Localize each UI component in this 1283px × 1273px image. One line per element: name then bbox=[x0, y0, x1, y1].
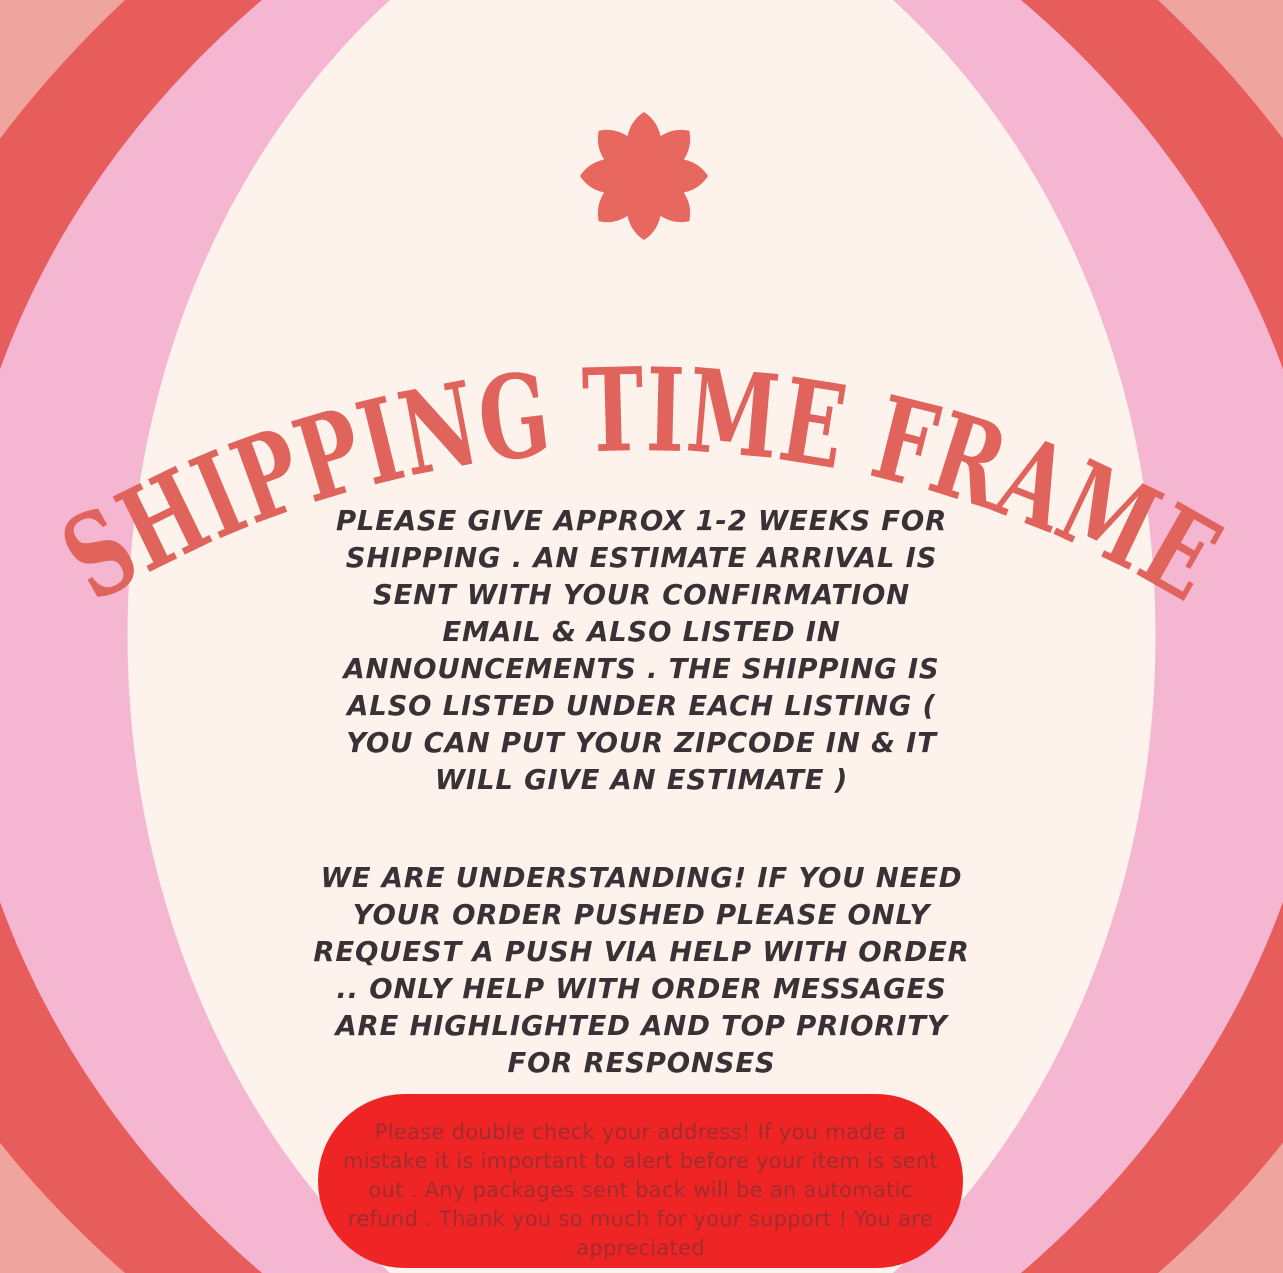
warning-line: appreciated bbox=[576, 1236, 705, 1260]
body-line: EMAIL & ALSO LISTED IN bbox=[442, 616, 841, 648]
body-line: ALSO LISTED UNDER EACH LISTING ( bbox=[347, 690, 936, 722]
body-line: REQUEST A PUSH VIA HELP WITH ORDER bbox=[313, 936, 970, 968]
body-line: SENT WITH YOUR CONFIRMATION bbox=[372, 579, 910, 611]
warning-line: out . Any packages sent back will be an automatic bbox=[368, 1178, 913, 1202]
eight-petal-daisy-icon bbox=[580, 112, 708, 240]
body-line: FOR RESPONSES bbox=[507, 1047, 776, 1079]
body-line: SHIPPING . AN ESTIMATE ARRIVAL IS bbox=[345, 542, 938, 574]
warning-line: refund . Thank you so much for your support ! You are bbox=[347, 1207, 934, 1231]
body-line: ARE HIGHLIGHTED AND TOP PRIORITY bbox=[335, 1010, 948, 1042]
warning-line: Please double check your address! If you made a bbox=[374, 1120, 907, 1144]
order-push-paragraph bbox=[0, 860, 1283, 1082]
address-warning-box bbox=[318, 1094, 963, 1268]
body-line: PLEASE GIVE APPROX 1-2 WEEKS FOR bbox=[335, 505, 948, 537]
body-line: YOU CAN PUT YOUR ZIPCODE IN & IT bbox=[346, 727, 937, 759]
body-line: ANNOUNCEMENTS . THE SHIPPING IS bbox=[343, 653, 940, 685]
poster-title-text: SHIPPING TIME FRAME bbox=[40, 342, 1263, 641]
body-line: WE ARE UNDERSTANDING! IF YOU NEED bbox=[320, 862, 963, 894]
body-line: .. ONLY HELP WITH ORDER MESSAGES bbox=[336, 973, 947, 1005]
body-line: WILL GIVE AN ESTIMATE ) bbox=[434, 764, 849, 796]
body-line: YOUR ORDER PUSHED PLEASE ONLY bbox=[352, 899, 931, 931]
shipping-estimate-paragraph bbox=[0, 503, 1283, 799]
warning-line: mistake it is important to alert before your item is sent bbox=[342, 1149, 939, 1173]
